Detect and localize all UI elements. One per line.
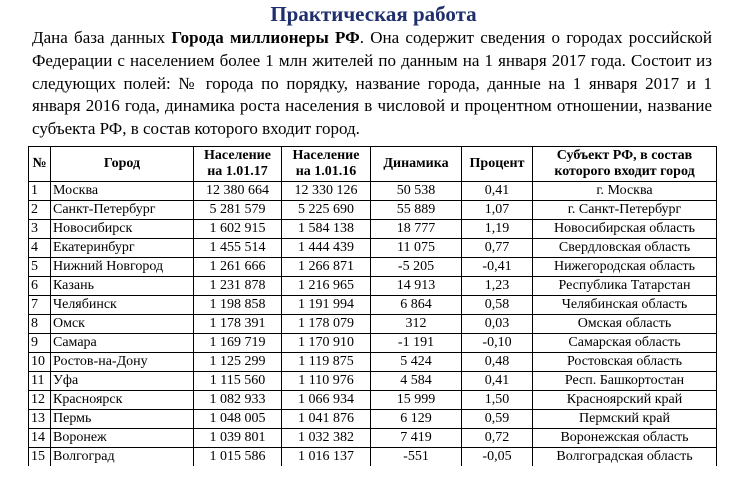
cell-num: 15 [29,448,51,467]
table-row [29,239,717,258]
header-num: № [29,147,51,182]
cell-num: 9 [29,334,51,353]
table-row [29,429,717,448]
cell-dynamics: 6 129 [371,410,462,429]
cell-city: Санкт-Петербург [51,201,194,220]
cell-percent: -0,05 [462,448,533,467]
cell-percent: -0,10 [462,334,533,353]
cell-city: Казань [51,277,194,296]
cell-pop2017: 1 602 915 [194,220,282,239]
cell-pop2016: 1 041 876 [282,410,371,429]
cell-pop2016: 1 110 976 [282,372,371,391]
table-row [29,201,717,220]
table-row [29,182,717,201]
cell-subject: Пермский край [533,410,717,429]
cell-percent: 0,41 [462,372,533,391]
cell-subject: г. Санкт-Петербург [533,201,717,220]
cell-pop2017: 1 261 666 [194,258,282,277]
cell-pop2016: 1 170 910 [282,334,371,353]
cell-pop2016: 1 444 439 [282,239,371,258]
cell-city: Самара [51,334,194,353]
cell-pop2016: 1 032 382 [282,429,371,448]
cell-pop2017: 1 015 586 [194,448,282,467]
cell-pop2016: 1 216 965 [282,277,371,296]
cell-city: Уфа [51,372,194,391]
cell-city: Нижний Новгород [51,258,194,277]
page-title: Практическая работа [270,2,477,26]
cell-num: 6 [29,277,51,296]
cell-pop2016: 5 225 690 [282,201,371,220]
header-percent: Процент [462,147,533,182]
cell-percent: 0,72 [462,429,533,448]
table-row [29,353,717,372]
intro-text-start: Дана база данных [32,28,172,47]
database-name: Города миллионеры РФ [171,28,360,47]
cell-dynamics: 15 999 [371,391,462,410]
cell-pop2016: 1 016 137 [282,448,371,467]
cell-percent: 1,50 [462,391,533,410]
header-city: Город [51,147,194,182]
cell-dynamics: 14 913 [371,277,462,296]
cell-percent: 0,58 [462,296,533,315]
table-row [29,334,717,353]
cell-percent: 0,59 [462,410,533,429]
cell-percent: -0,41 [462,258,533,277]
cell-subject: Красноярский край [533,391,717,410]
cell-pop2017: 1 115 560 [194,372,282,391]
cities-table [28,146,717,466]
cell-percent: 1,23 [462,277,533,296]
cell-subject: Свердловская область [533,239,717,258]
cell-subject: Челябинская область [533,296,717,315]
cell-pop2017: 1 169 719 [194,334,282,353]
table-row [29,258,717,277]
cell-num: 2 [29,201,51,220]
cell-dynamics: -1 191 [371,334,462,353]
cell-subject: г. Москва [533,182,717,201]
cell-percent: 0,48 [462,353,533,372]
table-header-row [29,147,717,182]
cell-num: 14 [29,429,51,448]
cell-city: Красноярск [51,391,194,410]
cell-subject: Респ. Башкортостан [533,372,717,391]
table-row [29,410,717,429]
cell-dynamics: 50 538 [371,182,462,201]
header-pop2017: Население на 1.01.17 [194,147,282,182]
cell-pop2016: 1 584 138 [282,220,371,239]
cell-city: Омск [51,315,194,334]
cell-num: 5 [29,258,51,277]
cell-percent: 1,07 [462,201,533,220]
cell-city: Пермь [51,410,194,429]
cell-num: 1 [29,182,51,201]
cell-subject: Самарская область [533,334,717,353]
cell-city: Воронеж [51,429,194,448]
cell-subject: Омская область [533,315,717,334]
cell-city: Новосибирск [51,220,194,239]
header-dynamics: Динамика [371,147,462,182]
cell-city: Ростов-на-Дону [51,353,194,372]
cell-pop2016: 1 191 994 [282,296,371,315]
cell-subject: Ростовская область [533,353,717,372]
cell-num: 11 [29,372,51,391]
cell-city: Челябинск [51,296,194,315]
cell-dynamics: 11 075 [371,239,462,258]
cell-dynamics: 4 584 [371,372,462,391]
cell-city: Екатеринбург [51,239,194,258]
cell-num: 10 [29,353,51,372]
cell-dynamics: 7 419 [371,429,462,448]
cell-subject: Республика Татарстан [533,277,717,296]
cell-subject: Воронежская область [533,429,717,448]
cell-percent: 0,77 [462,239,533,258]
cell-dynamics: 312 [371,315,462,334]
cell-pop2016: 1 266 871 [282,258,371,277]
cell-pop2017: 1 198 858 [194,296,282,315]
cell-pop2017: 5 281 579 [194,201,282,220]
table-row [29,448,717,467]
table-row [29,296,717,315]
cell-dynamics: -551 [371,448,462,467]
cell-subject: Нижегородская область [533,258,717,277]
cell-pop2016: 1 178 079 [282,315,371,334]
cell-dynamics: -5 205 [371,258,462,277]
header-pop2016: Население на 1.01.16 [282,147,371,182]
cell-num: 8 [29,315,51,334]
cell-num: 12 [29,391,51,410]
header-subject: Субъект РФ, в состав которого входит город [533,147,717,182]
cell-percent: 0,41 [462,182,533,201]
cell-num: 13 [29,410,51,429]
cell-percent: 0,03 [462,315,533,334]
cell-pop2017: 1 082 933 [194,391,282,410]
cell-percent: 1,19 [462,220,533,239]
table-row [29,391,717,410]
cell-pop2017: 1 048 005 [194,410,282,429]
cell-pop2017: 12 380 664 [194,182,282,201]
cell-subject: Волгоградская область [533,448,717,467]
cell-subject: Новосибирская область [533,220,717,239]
cell-pop2017: 1 178 391 [194,315,282,334]
cell-pop2017: 1 039 801 [194,429,282,448]
cell-num: 7 [29,296,51,315]
intro-text-rest: . Она содержит сведения о городах российской Федерации с населением более 1 млн жителей по данным на 1 января 2017 года. Состоит из следующих полей: № города по порядку, название города, данные на 1 января 2017 и 1 января 2016 года, динамика роста населения в числовой и процентном отношении, название субъекта РФ, в состав которого входит город. [32,28,712,139]
cell-dynamics: 6 864 [371,296,462,315]
cell-dynamics: 5 424 [371,353,462,372]
cell-num: 3 [29,220,51,239]
cell-pop2016: 1 066 934 [282,391,371,410]
cell-dynamics: 55 889 [371,201,462,220]
table-row [29,220,717,239]
cell-city: Волгоград [51,448,194,467]
table-row [29,277,717,296]
cell-pop2016: 12 330 126 [282,182,371,201]
cell-pop2017: 1 125 299 [194,353,282,372]
cell-pop2017: 1 231 878 [194,277,282,296]
cell-dynamics: 18 777 [371,220,462,239]
table-row [29,315,717,334]
cell-pop2016: 1 119 875 [282,353,371,372]
cell-num: 4 [29,239,51,258]
cell-city: Москва [51,182,194,201]
table-row [29,372,717,391]
cell-pop2017: 1 455 514 [194,239,282,258]
intro-paragraph [32,27,712,141]
